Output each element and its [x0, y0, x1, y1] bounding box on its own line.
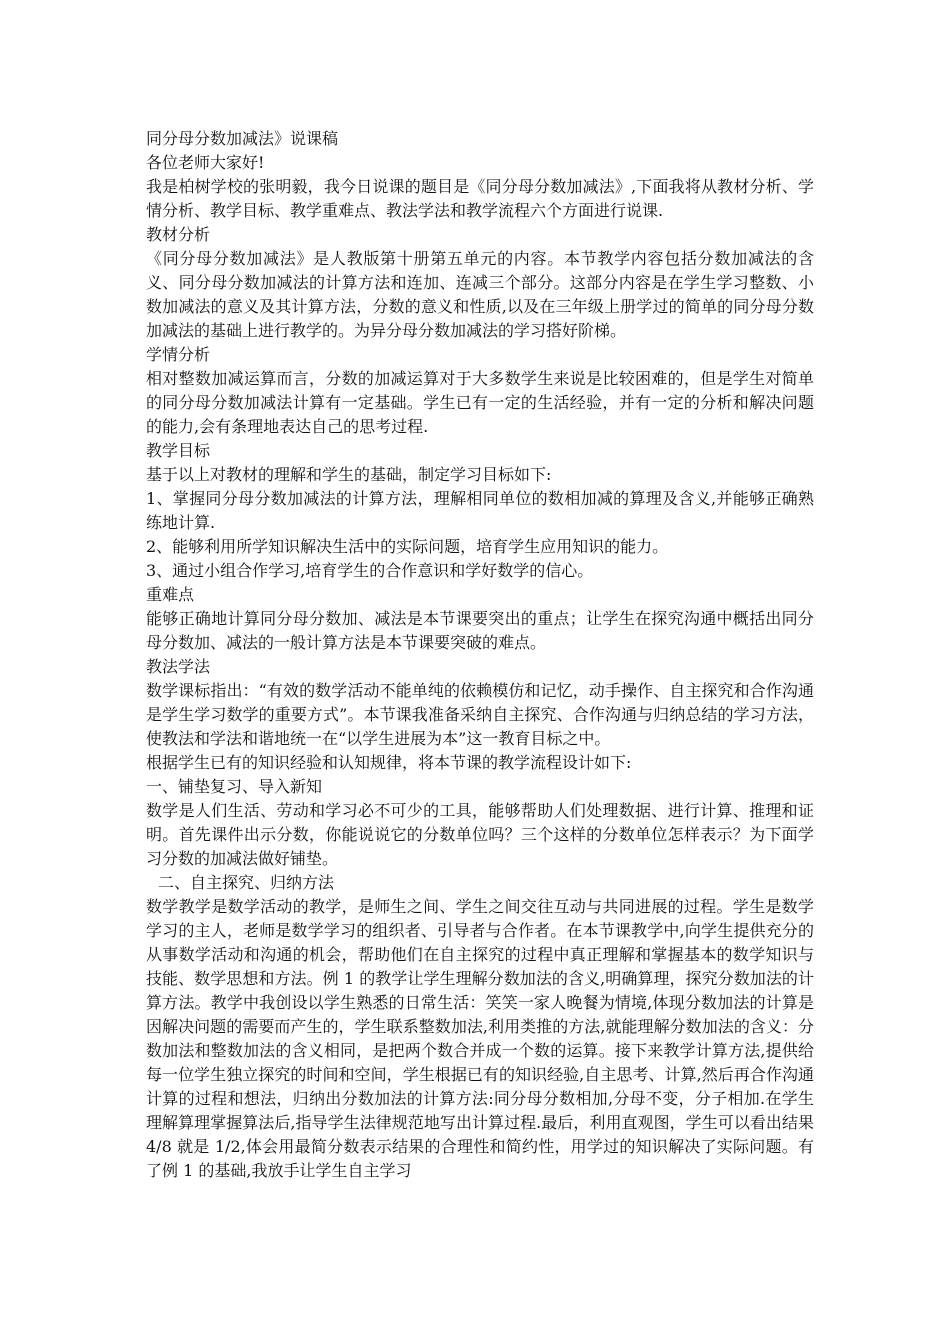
student-analysis-paragraph: 相对整数加减运算而言，分数的加减运算对于大多数学生来说是比较困难的，但是学生对简单的同分母分数加减法计算有一定基础。学生已有一定的生活经验，并有一定的分析和解决问题的能力,会有条理地表达自己的思考过程. [146, 369, 814, 436]
key-points-paragraph: 能够正确地计算同分母分数加、减法是本节课要突出的重点；让学生在探究沟通中概括出同分母分数加、减法的一般计算方法是本节课要突破的难点。 [146, 609, 814, 652]
heading-textbook-analysis: 教材分析 [146, 225, 211, 244]
process-intro: 根据学生已有的知识经验和认知规律，将本节课的教学流程设计如下: [146, 753, 632, 772]
section-1-paragraph: 数学是人们生活、劳动和学习必不可少的工具，能够帮助人们处理数据、进行计算、推理和证明。首先课件出示分数，你能说说它的分数单位吗？三个这样的分数单位怎样表示？为下面学习分数的加减法做好铺垫。 [146, 801, 814, 868]
heading-methods: 教法学法 [146, 657, 211, 676]
goal-item-1: 1、掌握同分母分数加减法的计算方法，理解相同单位的数相加减的算理及含义,并能够正确熟练地计算. [146, 489, 814, 532]
methods-paragraph: 数学课标指出：“有效的数学活动不能单纯的依赖模仿和记忆，动手操作、自主探究和合作沟通是学生学习数学的重要方式”。本节课我准备采纳自主探究、合作沟通与归纳总结的学习方法，使教法和学法和谐地统一在“以学生进展为本”这一教育目标之中。 [146, 681, 814, 748]
textbook-analysis-paragraph: 《同分母分数加减法》是人教版第十册第五单元的内容。本节教学内容包括分数加减法的含义、同分母分数加减法的计算方法和连加、连减三个部分。这部分内容是在学生学习整数、小数加减法的意义及其计算方法，分数的意义和性质,以及在三年级上册学过的简单的同分母分数加减法的基础上进行教学的。为异分母分数加减法的学习搭好阶梯。 [146, 249, 814, 340]
goal-item-2: 2、能够利用所学知识解决生活中的实际问题，培育学生应用知识的能力。 [146, 537, 669, 556]
greeting: 各位老师大家好! [146, 153, 265, 172]
intro-paragraph: 我是柏树学校的张明毅，我今日说课的题目是《同分母分数加减法》,下面我将从教材分析、学情分析、教学目标、教学重难点、教法学法和教学流程六个方面进行说课. [146, 177, 814, 220]
goals-intro: 基于以上对教材的理解和学生的基础，制定学习目标如下: [146, 465, 552, 484]
goal-item-3: 3、通过小组合作学习,培育学生的合作意识和学好数学的信心。 [146, 561, 594, 580]
section-2-paragraph: 数学教学是数学活动的教学，是师生之间、学生之间交往互动与共同进展的过程。学生是数学学习的主人，老师是数学学习的组织者、引导者与合作者。在本节课教学中,向学生提供充分的从事数学活动和沟通的机会，帮助他们在自主探究的过程中真正理解和掌握基本的数学知识与技能、数学思想和方法。例 1 的教学让学生理解分数加法的含义,明确算理，探究分数加法的计算方法。教学中我创设以学生熟悉的日常生活：笑笑一家人晚餐为情境,体现分数加法的计算是因解决问题的需要而产生的，学生联系整数加法,利用类推的方法,就能理解分数加法的含义：分数加法和整数加法的含义相同，是把两个数合并成一个数的运算。接下来教学计算方法,提供给每一位学生独立探究的时间和空间，学生根据已有的知识经验,自主思考、计算,然后再合作沟通计算的过程和想法，归纳出分数加法的计算方法:同分母分数相加,分母不变，分子相加.在学生理解算理掌握算法后,指导学生法律规范地写出计算过程.最后，利用直观图，学生可以看出结果 4/8 就是 1/2,体会用最简分数表示结果的合理性和简约性，用学过的知识解决了实际问题。有了例 1 的基础,我放手让学生自主学习 [146, 897, 814, 1180]
heading-section-2: 二、自主探究、归纳方法 [158, 873, 335, 892]
document-title: 同分母分数加减法》说课稿 [146, 129, 339, 148]
heading-section-1: 一、铺垫复习、导入新知 [146, 777, 323, 796]
heading-teaching-goals: 教学目标 [146, 441, 211, 460]
heading-key-points: 重难点 [146, 585, 195, 604]
heading-student-analysis: 学情分析 [146, 345, 211, 364]
document-page [146, 127, 814, 1183]
